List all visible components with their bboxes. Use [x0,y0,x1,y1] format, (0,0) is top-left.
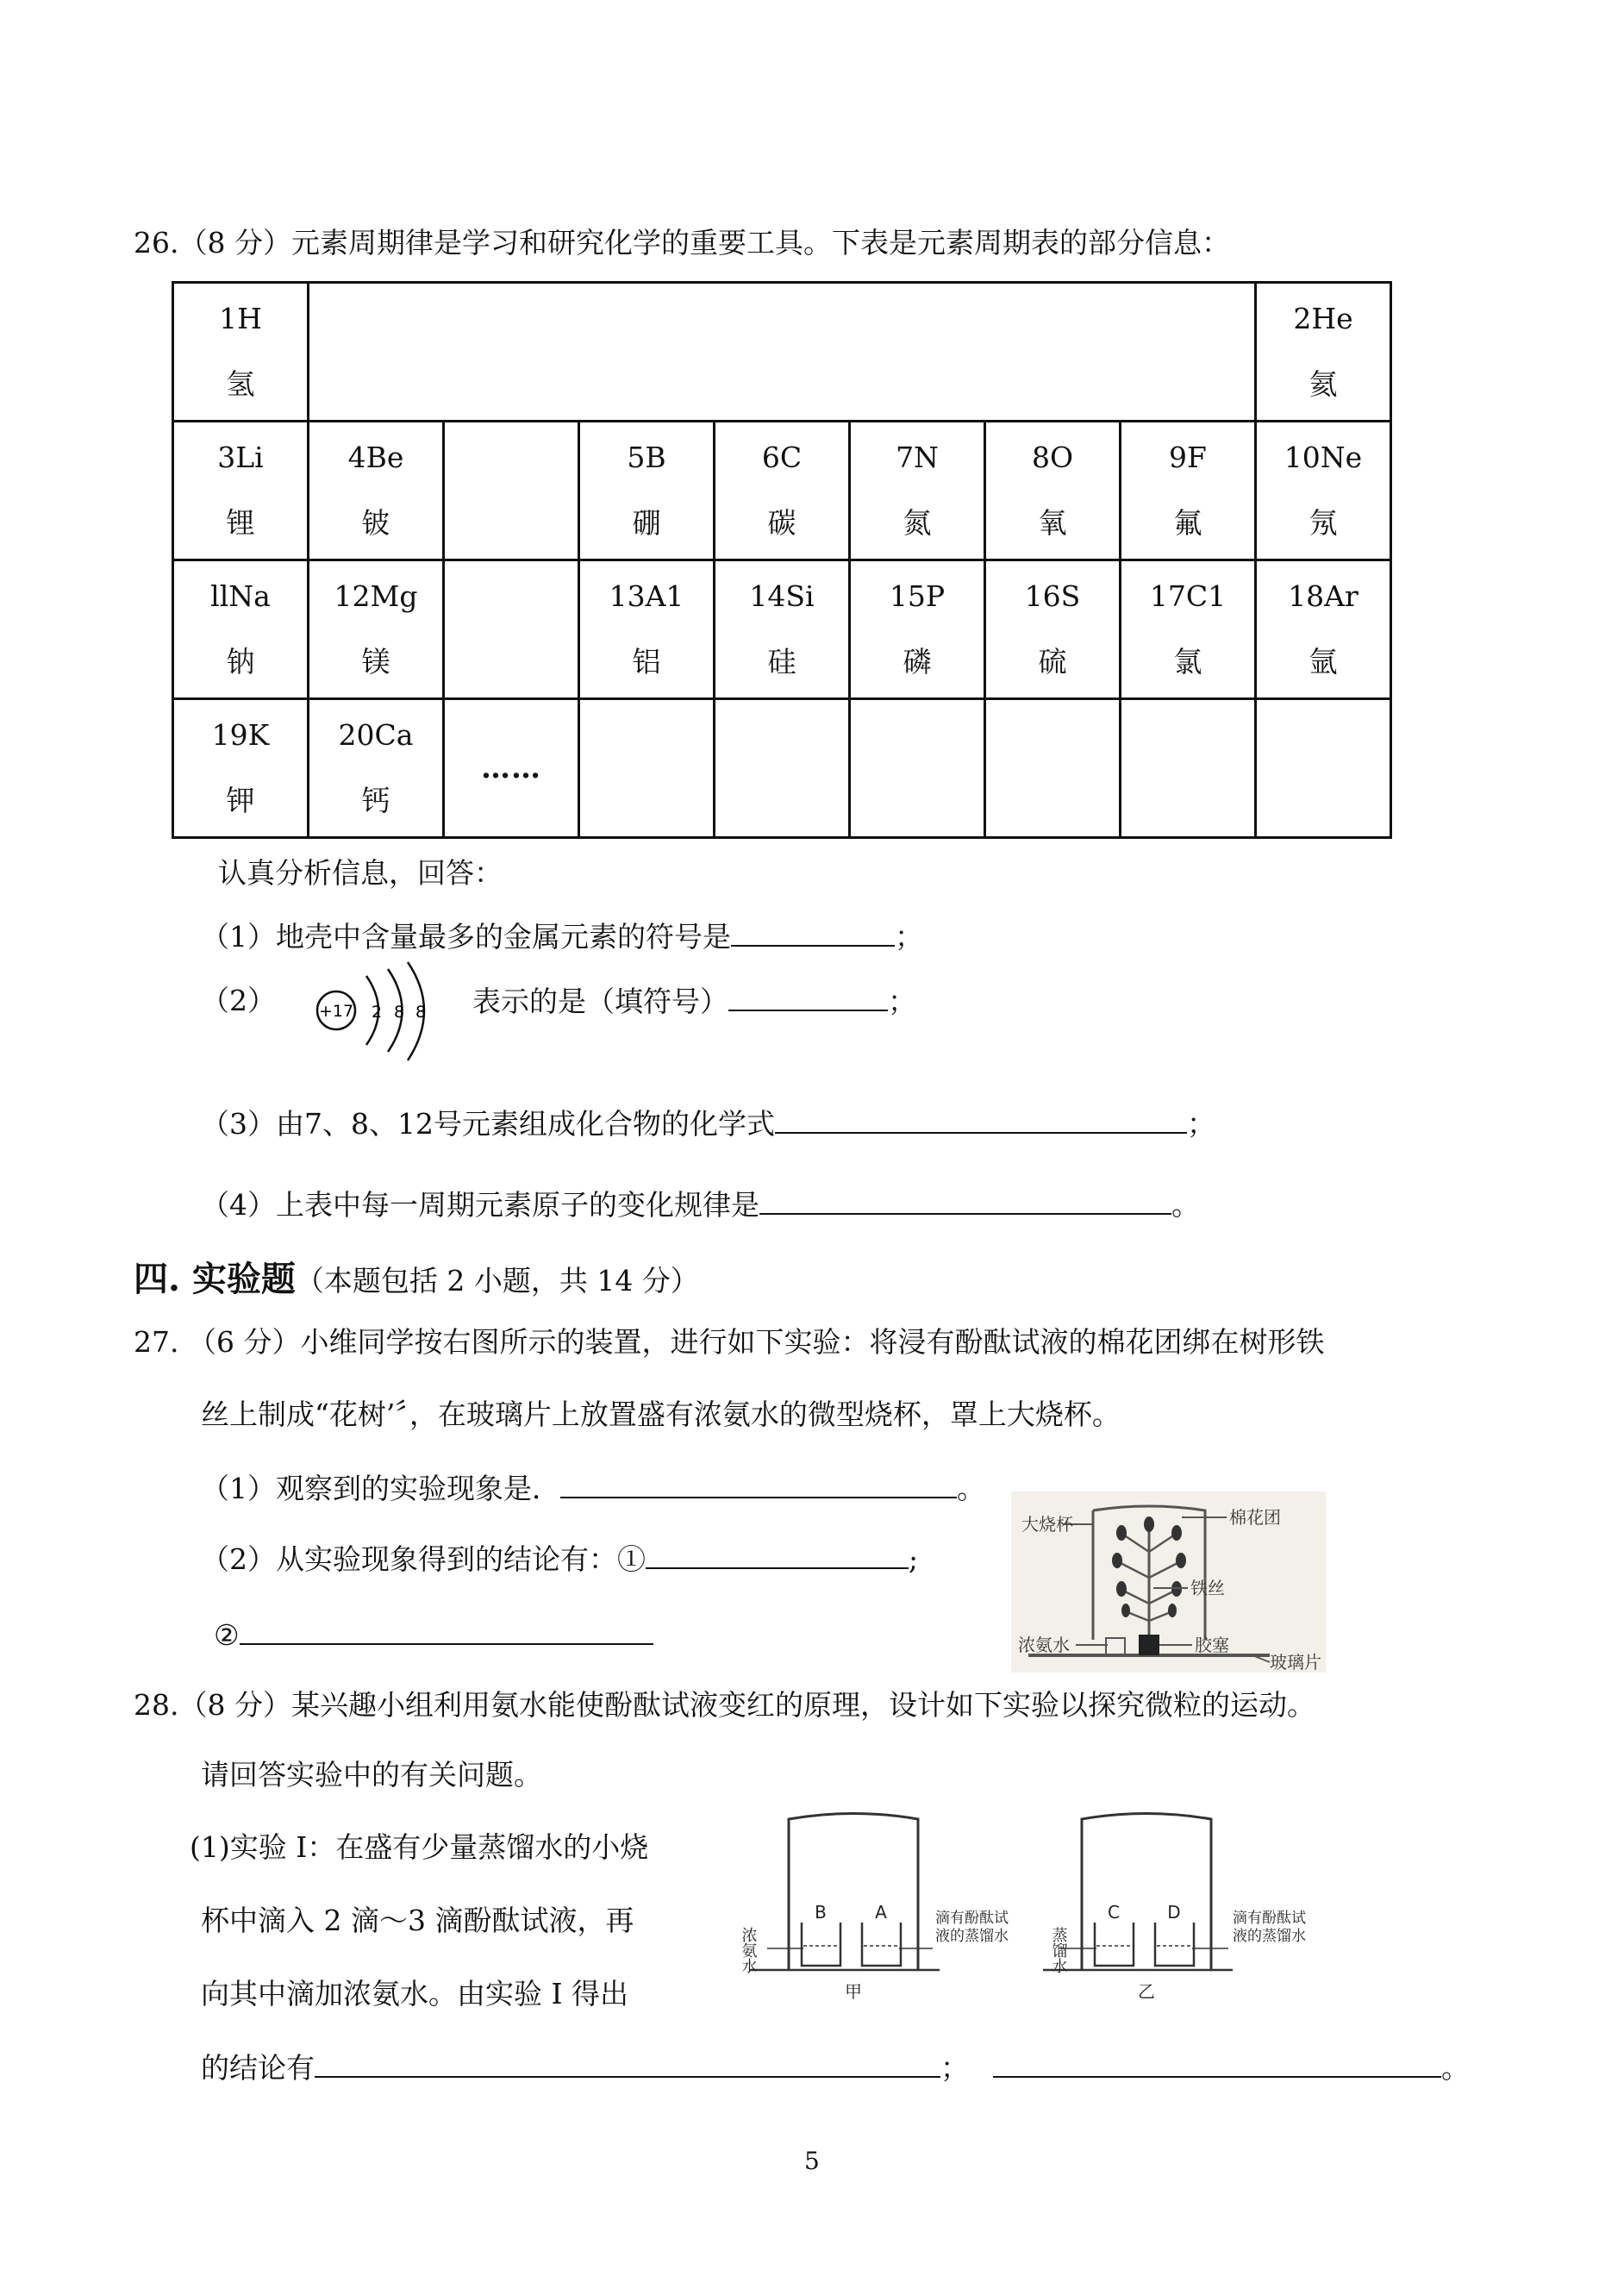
beaker-a [862,1923,901,1966]
beaker-c [1095,1923,1134,1966]
atom-structure-diagram [306,959,435,1066]
element-cell: 2He 氦 [1256,283,1391,422]
q28-exp1-line4: 的结论有 ； 。 [201,2051,1470,2085]
element-cell: 4Be 铍 [309,422,444,560]
nucleus-charge: +17 [318,1002,354,1021]
flower-tree-apparatus-figure [1011,1491,1326,1673]
element-cell: 6C 碳 [715,422,850,560]
element-cell: 9F 氟 [1121,422,1256,560]
q27-part3: ② [214,1617,653,1653]
element-cell: 17C1 氯 [1121,560,1256,699]
q26-part1: （1）地壳中含量最多的金属元素的符号是 ； [201,920,923,954]
label-jia-right: 滴有酚酞试液的蒸馏水 [935,1910,1009,1945]
q26-part2-text: 表示的是（填符号） ； [472,985,916,1018]
beaker-b [802,1923,840,1966]
table-row [173,699,1391,838]
empty-cell [1121,699,1256,838]
caption-yi: 乙 [1138,1981,1155,2002]
answer-blank[interactable] [993,2050,1441,2078]
ammonia-diffusion-figure [733,1798,1353,2004]
answer-blank[interactable] [728,984,888,1011]
blank-region [309,283,1256,422]
element-cell: 15P 磷 [850,560,985,699]
label-c: C [1108,1902,1120,1923]
element-cell: llNa 钠 [173,560,309,699]
label-yi-left: 蒸馏水 [1049,1927,1068,1973]
empty-cell [444,560,579,699]
answer-blank[interactable] [315,2050,940,2078]
q26-intro: 认真分析信息，回答： [218,856,503,890]
label-jia-right-box [935,1910,1021,1979]
label-a: A [875,1902,887,1923]
q28-exp1-line2: 杯中滴入 2 滴～3 滴酚酞试液，再 [201,1904,634,1937]
table-row [173,283,1391,422]
empty-cell [1256,699,1391,838]
big-beaker-yi [1082,1814,1211,1971]
q28-exp1-line3: 向其中滴加浓氨水。由实验 I 得出 [201,1977,629,2010]
label-cotton: 棉花团 [1229,1507,1281,1528]
q26-header: 26.（8 分）元素周期律是学习和研究化学的重要工具。下表是元素周期表的部分信息： [134,226,1230,260]
table-row [173,560,1391,699]
element-cell: 18Ar 氩 [1256,560,1391,699]
element-cell: 13A1 铝 [579,560,715,699]
element-cell: 20Ca 钙 [309,699,444,838]
section-heading: 四. 实验题（本题包括 2 小题，共 14 分） [134,1259,699,1299]
q28-line1: 28.（8 分）某兴趣小组利用氨水能使酚酞试液变红的原理，设计如下实验以探究微粒的运动。 [134,1688,1315,1722]
element-cell: 19K 钾 [173,699,309,838]
answer-blank[interactable] [560,1471,957,1498]
label-d: D [1167,1902,1181,1923]
shell-electrons: 2 [371,1003,383,1022]
element-cell: 12Mg 镁 [309,560,444,699]
answer-blank[interactable] [731,919,895,947]
element-cell: 16S 硫 [985,560,1121,699]
answer-blank[interactable] [759,1187,1171,1215]
q26-part4: （4）上表中每一周期元素原子的变化规律是 。 [201,1188,1200,1222]
empty-cell [850,699,985,838]
empty-cell [985,699,1121,838]
label-jia-left: 浓氨水 [739,1927,758,1973]
label-wire: 铁丝 [1190,1578,1225,1598]
label-yi-right: 滴有酚酞试液的蒸馏水 [1233,1910,1306,1945]
label-big-beaker: 大烧杯 [1021,1514,1073,1535]
q26-part3: （3）由7、8、12号元素组成化合物的化学式 ； [201,1107,1215,1141]
element-cell: 7N 氮 [850,422,985,560]
answer-blank[interactable] [240,1617,653,1645]
label-stopper: 胶塞 [1195,1635,1229,1655]
label-b: B [815,1902,827,1923]
element-cell: 10Ne 氖 [1256,422,1391,560]
answer-blank[interactable] [775,1106,1187,1134]
element-cell: 8O 氧 [985,422,1121,560]
empty-cell [444,422,579,560]
element-cell: 14Si 硅 [715,560,850,699]
q28-exp1-line1: (1)实验 I：在盛有少量蒸馏水的小烧 [190,1830,649,1864]
element-cell: 1H 氢 [173,283,309,422]
q27-line1: 27. （6 分）小维同学按右图所示的装置，进行如下实验：将浸有酚酞试液的棉花团绑在树形铁 [134,1325,1325,1359]
q27-line2: 丝上制成“花树’〞，在玻璃片上放置盛有浓氨水的微型烧杯，罩上大烧杯。 [201,1398,1121,1431]
big-beaker-jia [789,1814,918,1971]
caption-jia: 甲 [845,1981,862,2002]
beaker-d [1155,1923,1194,1966]
empty-cell [715,699,850,838]
rubber-stopper [1139,1635,1159,1655]
q28-line2: 请回答实验中的有关问题。 [201,1758,542,1792]
q27-part2: （2）从实验现象得到的结论有：① ; [201,1542,919,1576]
periodic-table [172,281,1392,839]
empty-cell [579,699,715,838]
label-yi-right-box [1233,1910,1327,1979]
answer-blank[interactable] [646,1541,909,1569]
label-glass: 玻璃片 [1270,1652,1321,1673]
table-row [173,422,1391,560]
element-cell: 3Li 锂 [173,422,309,560]
shell-electrons: 8 [415,1003,427,1022]
q26-part2-label: （2） [201,984,276,1017]
shell-electrons: 8 [393,1003,405,1022]
page-number: 5 [804,2147,820,2175]
q27-part1: （1）观察到的实验现象是． 。 [201,1472,985,1505]
ellipsis-cell: …… [444,699,579,838]
label-ammonia: 浓氨水 [1018,1635,1070,1655]
element-cell: 5B 硼 [579,422,715,560]
